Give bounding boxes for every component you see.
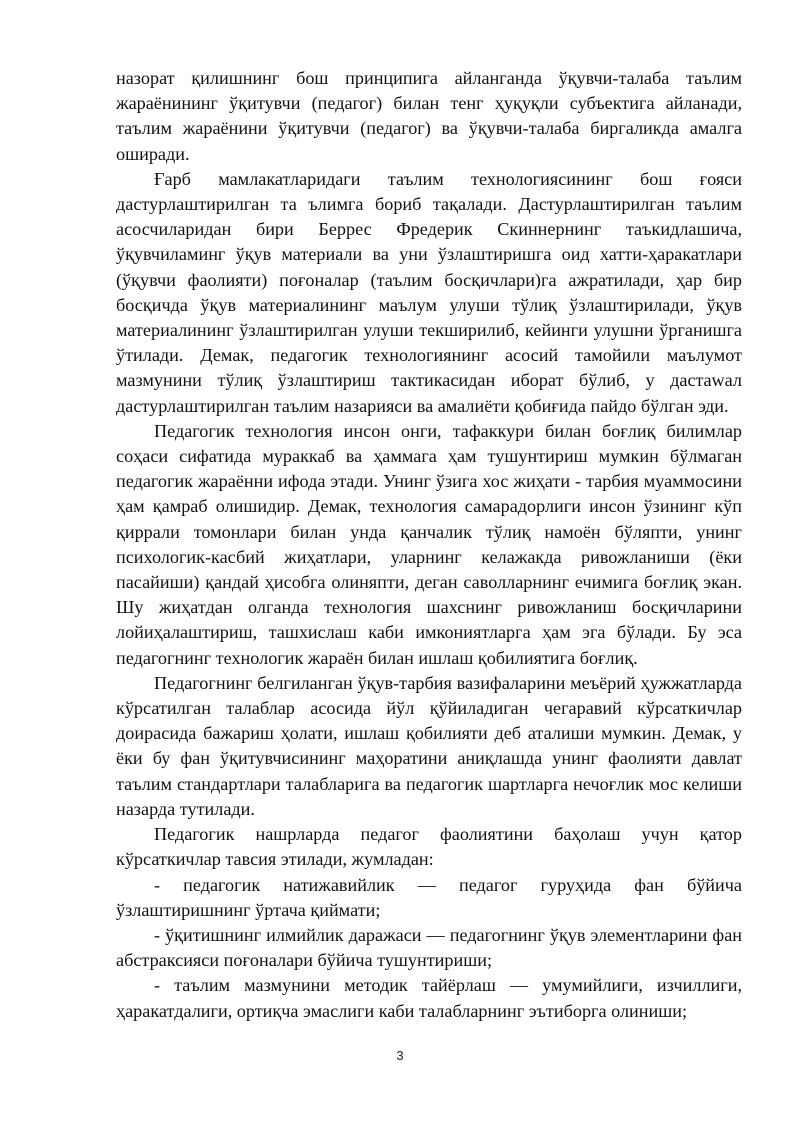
paragraph-1: назорат қилишнинг бош принципига айланганда ўқувчи-талаба таълим жараёнининг ўқитувчи (педагог) билан тенг ҳуқуқли субъектига айланади, таълим жараёнини ўқитувчи (педагог) ва ўқувчи-талаба биргаликда амалга оширади. — [116, 68, 742, 164]
list-item-3: - таълим мазмунини методик тайёрлаш — умумийлиги, изчиллиги, ҳаракатдалиги, ортиқча эмаслиги каби талабларнинг эътиборга олиниши; — [116, 975, 742, 1021]
list-item-2: - ўқитишнинг илмийлик даражаси — педагогнинг ўқув элементларини фан абстраксияси поғоналари бўйича тушунтириши; — [116, 924, 742, 971]
paragraph-2: Ғарб мамлакатларидаги таълим технологиясининг бош ғояси дастурлаштирилган та ълимга бориб тақалади. Дастурлаштирилган таълим асосчиларидан бири Беррес Фредерик Скиннернинг таъкидлашича, ўқувчиламинг ўқув материали ва уни ўзлаштиришга оид хатти-ҳаракатлари (ўқувчи фаолияти) поғоналар (таълим босқичлари)га ажратилади, ҳар бир босқичда ўқув материалининг маълум улуши тўлиқ ўзлаштирилади, ўқув материалининг ўзлаштирилган улуши текширилиб, кейинги улушни ўрганишга ўтилади. Демак, педагогик технологиянинг асосий тамойили маълумот мазмунини тўлиқ ўзлаштириш тактикасидан иборат бўлиб, у дастawал дастурлаштирилган таълим назарияси ва амалиёти қобиғида пайдо бўлган эди. — [116, 168, 742, 416]
paragraph-3: Педагогик технология инсон онги, тафаккури билан боғлиқ билимлар соҳаси сифатида мураккаб ва ҳаммага ҳам тушунтириш мумкин бўлмаган педагогик жараённи ифода этади. Унинг ўзига хос жиҳати - тарбия муаммосини ҳам қамраб олишидир. Демак, технология самарадорлиги инсон ўзининг кўп қиррали томонлари билан унда қанчалик тўлиқ намоён бўляпти, унинг психологик-касбий жиҳатлари, уларнинг келажакда ривожланиши (ёки пасайиши) қандай ҳисобга олиняпти, деган саволларнинг ечимига боғлиқ экан. Шу жиҳатдан олганда технология шахснинг ривожланиш босқичларини лойиҳалаштириш, ташхислаш каби имкониятларга ҳам эга бўлади. Бу эса педагогнинг технологик жараён билан ишлаш қобилиятига боғлиқ. — [116, 420, 742, 668]
page-number: 3 — [396, 1048, 404, 1063]
list-item-1: - педагогик натижавийлик — педагог гуруҳида фан бўйича ўзлаштиришнинг ўртача қиймати; — [116, 874, 742, 920]
document-page — [116, 66, 742, 1024]
paragraph-4: Педагогнинг белгиланган ўқув-тарбия вазифаларини меъёрий ҳужжатларда кўрсатилган талаблар асосида йўл қўйиладиган чегаравий кўрсаткичлар доирасида бажариш ҳолати, ишлаш қобилияти деб аталиши мумкин. Демак, у ёки бу фан ўқитувчисининг маҳоратини аниқлашда унинг фаолияти давлат таълим стандартлари талабларига ва педагогик шартларга нечоғлик мос келиши назарда тутилади. — [116, 672, 742, 819]
paragraph-5: Педагогик нашрларда педагог фаолиятини баҳолаш учун қатор кўрсаткичлар тавсия этилади, жумладан: — [116, 824, 742, 870]
